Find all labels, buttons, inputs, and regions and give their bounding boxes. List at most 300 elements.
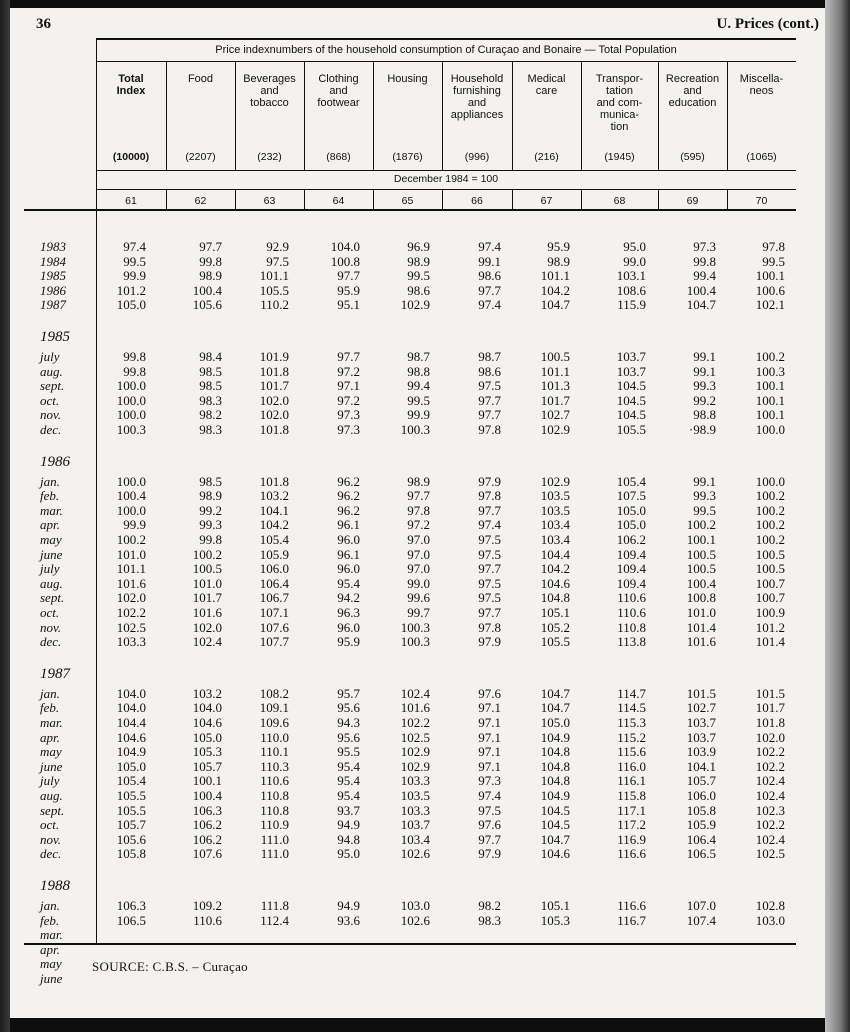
base-note: December 1984 = 100 [393, 173, 499, 185]
row-label: feb. [40, 912, 60, 928]
data-cell: 100.2 [755, 532, 785, 547]
column-weight: (996) [464, 151, 490, 163]
data-cell: 104.7 [540, 831, 570, 847]
column-header-line: Housing [387, 73, 428, 85]
data-cell: 104.7 [540, 700, 570, 716]
column-header [166, 73, 235, 85]
data-cell: 97.7 [478, 605, 501, 620]
column-weight: (232) [257, 151, 282, 163]
data-cell: 106.7 [259, 590, 289, 606]
data-cell: 98.2 [199, 407, 222, 423]
column-header-line: Miscella- [739, 73, 784, 85]
data-cell: 98.6 [478, 268, 501, 284]
data-cell: 100.2 [755, 488, 785, 504]
data-cell: 96.1 [337, 517, 360, 533]
data-cell: 110.6 [193, 912, 222, 928]
data-cell: ·98.9 [688, 422, 716, 437]
data-cell: 99.2 [199, 502, 222, 518]
data-cell: 100.6 [755, 282, 785, 298]
row-label: june [40, 971, 63, 986]
data-cell: 102.4 [400, 685, 430, 701]
data-cell: 99.8 [123, 349, 146, 364]
data-cell: 97.9 [478, 846, 501, 862]
data-cell: 103.3 [400, 802, 430, 818]
data-cell: 102.9 [540, 473, 570, 489]
page-number: 36 [36, 16, 51, 32]
data-cell: 107.5 [616, 488, 646, 504]
row-label: july [40, 349, 60, 364]
data-cell: 98.5 [199, 473, 222, 489]
data-cell: 102.4 [755, 788, 785, 803]
data-cell: 105.6 [192, 297, 222, 313]
data-cell: 97.8 [478, 619, 501, 635]
data-cell: 105.6 [116, 831, 146, 847]
column-header-line: munica- [599, 109, 640, 121]
data-cell: 97.1 [478, 715, 501, 730]
data-cell: 103.3 [400, 773, 430, 789]
column-weight: (2207) [185, 151, 216, 163]
data-cell: 103.4 [540, 517, 570, 533]
data-cell: 97.7 [337, 268, 360, 284]
data-cell: 115.3 [617, 715, 646, 730]
row-label: sept. [40, 802, 65, 818]
data-cell: 95.6 [337, 700, 360, 716]
column-weight: (595) [680, 151, 705, 163]
data-cell: 98.3 [478, 912, 501, 928]
section-year-heading: 1988 [40, 878, 70, 894]
column-header-line: Recreation [665, 73, 720, 85]
data-cell: 101.1 [540, 363, 570, 379]
table-title: Price indexnumbers of the household consumption of Curaçao and Bonaire — Total Population [215, 44, 677, 56]
data-cell: 100.4 [686, 282, 716, 298]
data-cell: 109.4 [616, 575, 646, 591]
data-cell: 101.6 [192, 605, 222, 620]
data-cell: 105.8 [686, 802, 716, 818]
data-cell: 95.4 [337, 575, 360, 591]
data-cell: 104.7 [540, 685, 570, 701]
column-number: 67 [540, 195, 553, 207]
data-cell: 101.7 [259, 378, 289, 394]
data-cell: 101.1 [116, 561, 146, 577]
data-cell: 104.7 [540, 297, 570, 313]
row-label: 1987 [40, 297, 66, 313]
data-cell: 110.6 [260, 773, 289, 789]
data-cell: 102.0 [192, 619, 222, 635]
data-cell: 105.7 [192, 758, 222, 774]
data-cell: 98.5 [199, 378, 222, 394]
data-cell: 98.8 [693, 407, 716, 423]
data-cell: 103.7 [686, 715, 716, 730]
data-cell: 107.4 [686, 912, 716, 928]
data-cell: 98.9 [199, 268, 222, 284]
data-cell: 104.4 [116, 715, 146, 730]
data-cell: 102.0 [259, 407, 289, 423]
data-cell: 106.0 [259, 561, 289, 577]
data-cell: 101.5 [755, 685, 785, 701]
data-cell: 102.7 [540, 407, 570, 423]
data-cell: 105.5 [616, 422, 646, 437]
data-cell: 95.5 [337, 744, 360, 760]
data-cell: 104.2 [540, 282, 570, 298]
row-label: july [40, 773, 60, 789]
data-cell: 103.2 [192, 685, 222, 701]
column-number: 70 [755, 195, 768, 207]
data-cell: 94.9 [337, 898, 360, 913]
data-cell: 93.6 [337, 912, 360, 928]
column-number: 69 [686, 195, 699, 207]
data-cell: 106.3 [116, 898, 146, 913]
data-cell: 105.1 [540, 605, 570, 620]
data-cell: 105.0 [616, 517, 646, 533]
column-weight: (10000) [112, 151, 150, 163]
data-cell: 110.6 [617, 605, 646, 620]
data-cell: 98.9 [199, 488, 222, 504]
data-cell: 94.9 [337, 817, 360, 833]
data-cell: 100.2 [755, 349, 785, 364]
data-cell: 99.8 [199, 532, 222, 547]
column-number: 64 [332, 195, 345, 207]
data-cell: 97.8 [478, 422, 501, 437]
data-cell: 95.0 [623, 239, 646, 254]
data-cell: 104.9 [116, 744, 146, 760]
data-cell: 114.5 [617, 700, 646, 716]
column-header [442, 73, 512, 121]
data-cell: 99.4 [693, 268, 716, 284]
data-cell: 95.1 [337, 297, 360, 313]
data-cell: 102.4 [755, 773, 785, 789]
data-cell: 105.5 [259, 282, 289, 298]
row-label: june [40, 758, 63, 774]
data-cell: 99.1 [693, 473, 716, 489]
column-header-line: tion [610, 121, 629, 133]
data-cell: 98.5 [199, 363, 222, 379]
data-cell: 103.5 [540, 502, 570, 518]
data-cell: 96.0 [337, 561, 360, 577]
data-cell: 103.9 [686, 744, 716, 760]
data-cell: 104.6 [540, 575, 570, 591]
column-header [581, 73, 658, 133]
data-cell: 99.3 [199, 517, 222, 533]
data-cell: 99.2 [693, 392, 716, 408]
data-cell: 99.8 [123, 363, 146, 379]
data-cell: 102.1 [755, 297, 785, 313]
data-cell: 98.9 [407, 253, 430, 269]
column-header-line: education [668, 97, 717, 109]
data-cell: 94.8 [337, 831, 360, 847]
data-cell: 100.1 [686, 532, 716, 547]
data-cell: 95.0 [337, 846, 360, 862]
row-label: june [40, 546, 63, 562]
column-weight: (1065) [746, 151, 777, 163]
data-cell: 100.0 [116, 378, 146, 394]
column-header-line: Transpor- [595, 73, 644, 85]
data-cell: 102.7 [686, 700, 716, 716]
data-cell: 97.1 [478, 744, 501, 760]
data-cell: 97.4 [123, 239, 146, 254]
data-cell: 96.0 [337, 532, 360, 547]
data-cell: 94.3 [337, 715, 360, 730]
data-cell: 100.0 [116, 407, 146, 423]
data-cell: 110.3 [260, 758, 289, 774]
data-cell: 93.7 [337, 802, 360, 818]
data-cell: 97.5 [478, 575, 501, 591]
row-label: dec. [40, 846, 62, 862]
data-cell: 96.2 [337, 488, 360, 504]
data-cell: 102.4 [755, 831, 785, 847]
data-cell: 97.2 [337, 363, 360, 379]
data-cell: 102.9 [400, 744, 430, 760]
data-cell: 99.8 [199, 253, 222, 269]
data-cell: 103.1 [616, 268, 646, 284]
data-cell: 105.4 [259, 532, 289, 547]
data-cell: 98.6 [478, 363, 501, 379]
data-cell: 97.7 [478, 831, 501, 847]
data-cell: 101.2 [755, 619, 785, 635]
data-cell: 100.5 [540, 349, 570, 364]
data-cell: 97.3 [478, 773, 501, 789]
row-label: 1986 [40, 282, 66, 298]
data-cell: 100.3 [400, 619, 430, 635]
column-weight: (1945) [604, 151, 635, 163]
column-number: 62 [194, 195, 207, 207]
column-header-line: Index [116, 85, 146, 97]
data-cell: 100.5 [686, 546, 716, 562]
column-header-line: and com- [596, 97, 643, 109]
data-cell: 99.9 [123, 268, 146, 284]
data-cell: 101.4 [686, 619, 716, 635]
row-label: may [40, 744, 62, 760]
data-cell: 114.7 [617, 685, 646, 701]
data-cell: 97.7 [478, 407, 501, 423]
data-cell: 97.5 [478, 532, 501, 547]
row-label: dec. [40, 422, 62, 437]
data-cell: 104.7 [686, 297, 716, 313]
data-cell: 95.4 [337, 773, 360, 789]
section-year-heading: 1985 [40, 329, 70, 345]
column-header-line: and [683, 85, 702, 97]
column-header-line: Clothing [318, 73, 359, 85]
column-header-line: Food [187, 73, 214, 85]
data-cell: 101.6 [116, 575, 146, 591]
row-label: apr. [40, 517, 60, 533]
data-cell: 111.0 [260, 831, 289, 847]
column-header [727, 73, 796, 97]
row-label: nov. [40, 407, 62, 423]
section-year-heading: 1987 [40, 665, 70, 682]
data-cell: 104.9 [540, 729, 570, 745]
data-cell: 104.0 [116, 685, 146, 701]
data-cell: 104.2 [540, 561, 570, 577]
column-weight: (216) [534, 151, 559, 163]
data-cell: 96.2 [337, 473, 360, 489]
row-label: oct. [40, 817, 60, 833]
row-label: may [40, 956, 62, 972]
data-cell: 101.8 [259, 422, 289, 437]
data-cell: 104.6 [192, 715, 222, 730]
data-cell: 107.0 [686, 898, 716, 913]
data-cell: 107.7 [259, 634, 289, 650]
data-cell: 97.8 [762, 239, 785, 254]
data-cell: 103.5 [540, 488, 570, 504]
data-cell: 97.7 [478, 561, 501, 577]
row-label: aug. [40, 363, 63, 379]
data-cell: 104.6 [116, 729, 146, 745]
row-label: 1983 [40, 239, 66, 254]
data-cell: 97.5 [478, 590, 501, 606]
data-cell: 97.4 [478, 297, 501, 313]
row-label: nov. [40, 831, 62, 847]
data-cell: 101.8 [259, 363, 289, 379]
data-cell: 105.7 [116, 817, 146, 833]
data-cell: 97.7 [478, 282, 501, 298]
data-cell: 97.5 [478, 378, 501, 394]
column-number: 68 [613, 195, 626, 207]
data-cell: 101.6 [400, 700, 430, 716]
column-number: 61 [125, 195, 137, 207]
data-cell: 101.3 [540, 378, 570, 394]
data-cell: 102.5 [116, 619, 146, 635]
row-label: dec. [40, 634, 62, 650]
data-cell: 108.2 [259, 685, 289, 701]
data-cell: 103.0 [400, 898, 430, 913]
row-label: 1985 [40, 268, 66, 284]
data-cell: 103.0 [755, 912, 785, 928]
data-cell: 105.0 [116, 758, 146, 774]
data-cell: 102.9 [400, 758, 430, 774]
data-cell: 99.8 [693, 253, 716, 269]
data-cell: 101.7 [755, 700, 785, 716]
data-cell: 97.7 [199, 239, 222, 254]
data-cell: 100.5 [755, 546, 785, 562]
data-cell: 97.9 [478, 473, 501, 489]
data-cell: 97.7 [337, 349, 360, 364]
column-header-line: care [535, 85, 558, 97]
weights-rule [96, 170, 796, 171]
row-label: mar. [40, 715, 63, 730]
data-cell: 104.9 [540, 788, 570, 803]
data-cell: 107.6 [192, 846, 222, 862]
data-cell: 108.6 [616, 282, 646, 298]
data-cell: 103.2 [259, 488, 289, 504]
data-cell: 115.8 [617, 788, 646, 803]
data-cell: 99.1 [478, 253, 501, 269]
data-cell: 101.0 [192, 575, 222, 591]
data-cell: 100.1 [755, 392, 785, 408]
data-cell: 116.6 [617, 898, 646, 913]
column-header-line: and [260, 85, 279, 97]
column-header [235, 73, 304, 109]
data-cell: 99.0 [407, 575, 430, 591]
data-cell: 100.5 [755, 561, 785, 577]
row-label: oct. [40, 605, 60, 620]
column-header-line: Household [450, 73, 504, 85]
column-header-line: footwear [317, 97, 360, 109]
data-cell: 97.0 [407, 546, 430, 562]
data-cell: 104.0 [192, 700, 222, 716]
column-header-line: neos [749, 85, 774, 97]
data-cell: 95.9 [547, 239, 570, 254]
data-cell: 101.1 [259, 268, 289, 284]
data-cell: 104.5 [540, 817, 570, 833]
data-cell: 99.3 [693, 378, 716, 394]
data-cell: 116.1 [617, 773, 646, 789]
data-cell: 104.8 [540, 744, 570, 760]
data-cell: 103.7 [686, 729, 716, 745]
data-cell: 106.4 [686, 831, 716, 847]
data-cell: 102.5 [400, 729, 430, 745]
table-bottom-rule [24, 943, 796, 945]
book-binding [0, 0, 10, 1032]
data-cell: 109.4 [616, 561, 646, 577]
data-cell: 102.4 [192, 634, 222, 650]
data-cell: 111.8 [260, 898, 289, 913]
data-cell: 98.4 [199, 349, 222, 364]
data-cell: 106.2 [192, 817, 222, 833]
data-cell: 115.6 [617, 744, 646, 760]
data-cell: 97.4 [478, 517, 501, 533]
data-cell: 96.1 [337, 546, 360, 562]
data-cell: 96.2 [337, 502, 360, 518]
data-cell: 115.2 [617, 729, 646, 745]
data-cell: 102.9 [400, 297, 430, 313]
data-cell: 97.8 [478, 488, 501, 504]
data-cell: 104.8 [540, 758, 570, 774]
data-cell: 100.1 [192, 773, 222, 789]
data-cell: 107.6 [259, 619, 289, 635]
data-cell: 102.2 [755, 758, 785, 774]
data-cell: 99.1 [693, 363, 716, 379]
column-number: 65 [401, 195, 414, 207]
data-cell: 100.2 [755, 517, 785, 533]
data-cell: 110.2 [260, 297, 289, 313]
data-cell: 101.5 [686, 685, 716, 701]
data-cell: 100.4 [686, 575, 716, 591]
data-cell: 105.5 [116, 802, 146, 818]
data-cell: 96.3 [337, 605, 360, 620]
section-year-heading: 1986 [40, 453, 70, 470]
data-cell: 101.7 [192, 590, 222, 606]
row-label: jan. [40, 473, 60, 489]
data-cell: 100.0 [116, 502, 146, 518]
data-cell: 102.5 [755, 846, 785, 862]
data-cell: 109.6 [259, 715, 289, 730]
data-cell: 97.0 [407, 561, 430, 577]
data-cell: 116.9 [617, 831, 646, 847]
data-cell: 104.0 [330, 239, 360, 254]
data-cell: 104.1 [686, 758, 716, 774]
data-cell: 109.1 [259, 700, 289, 716]
data-cell: 97.2 [337, 392, 360, 408]
data-cell: 94.2 [337, 590, 360, 606]
data-cell: 103.4 [400, 831, 430, 847]
data-cell: 117.2 [617, 817, 646, 833]
data-cell: 100.5 [686, 561, 716, 577]
data-cell: 100.2 [116, 532, 146, 547]
data-cell: 112.4 [260, 912, 289, 928]
data-cell: 102.8 [755, 898, 785, 913]
column-header-line: Beverages [243, 73, 296, 85]
row-label: feb. [40, 700, 60, 716]
data-cell: 101.2 [116, 282, 146, 298]
data-cell: 96.0 [337, 619, 360, 635]
column-header-line: and [329, 85, 348, 97]
data-cell: 99.0 [623, 253, 646, 269]
data-cell: 99.9 [123, 517, 146, 533]
data-cell: 109.4 [616, 546, 646, 562]
title-rule [96, 61, 796, 62]
data-cell: 101.8 [259, 473, 289, 489]
data-cell: 100.2 [686, 517, 716, 533]
